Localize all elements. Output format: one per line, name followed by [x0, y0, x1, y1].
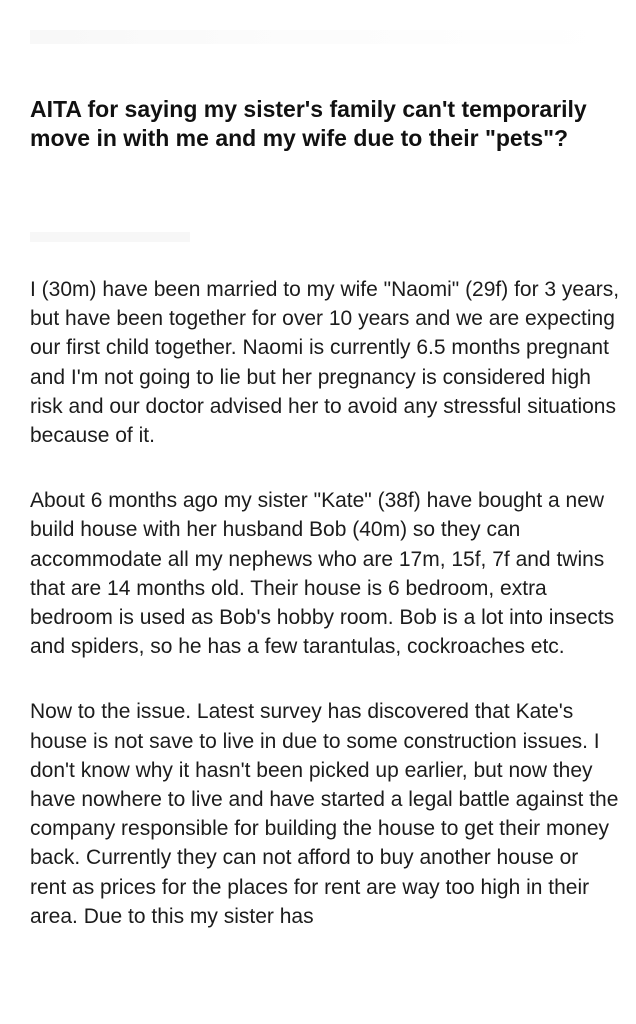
post-body: [30, 275, 620, 967]
post-paragraph-2: About 6 months ago my sister "Kate" (38f) have bought a new build house with her husband Bob (40m) so they can accommodate all my nephews who are 17m, 15f, 7f and twins that are 14 months old. Their house is 6 bedroom, extra bedroom is used as Bob's hobby room. Bob is a lot into insects and spiders, so he has a few tarantulas, cockroaches etc.: [30, 489, 615, 659]
faded-header-strip: [30, 30, 610, 44]
post-paragraph-3: Now to the issue. Latest survey has discovered that Kate's house is not save to live in due to some construction issues. I don't know why it hasn't been picked up earlier, but now they have nowhere to live and have started a legal battle against the company responsible for building the house to get their money back. Currently they can not afford to buy another house or rent as prices for the places for rent are way too high in their area. Due to this my sister has: [30, 700, 619, 928]
post-paragraph-1: I (30m) have been married to my wife "Naomi" (29f) for 3 years, but have been together for over 10 years and we are expecting our first child together. Naomi is currently 6.5 months pregnant and I'm not going to lie but her pregnancy is considered high risk and our doctor advised her to avoid any stressful situations because of it.: [30, 278, 620, 448]
faded-meta-strip: [30, 232, 190, 242]
post-title: AITA for saying my sister's family can't temporarily move in with me and my wife due to their "pets"?: [30, 96, 587, 151]
